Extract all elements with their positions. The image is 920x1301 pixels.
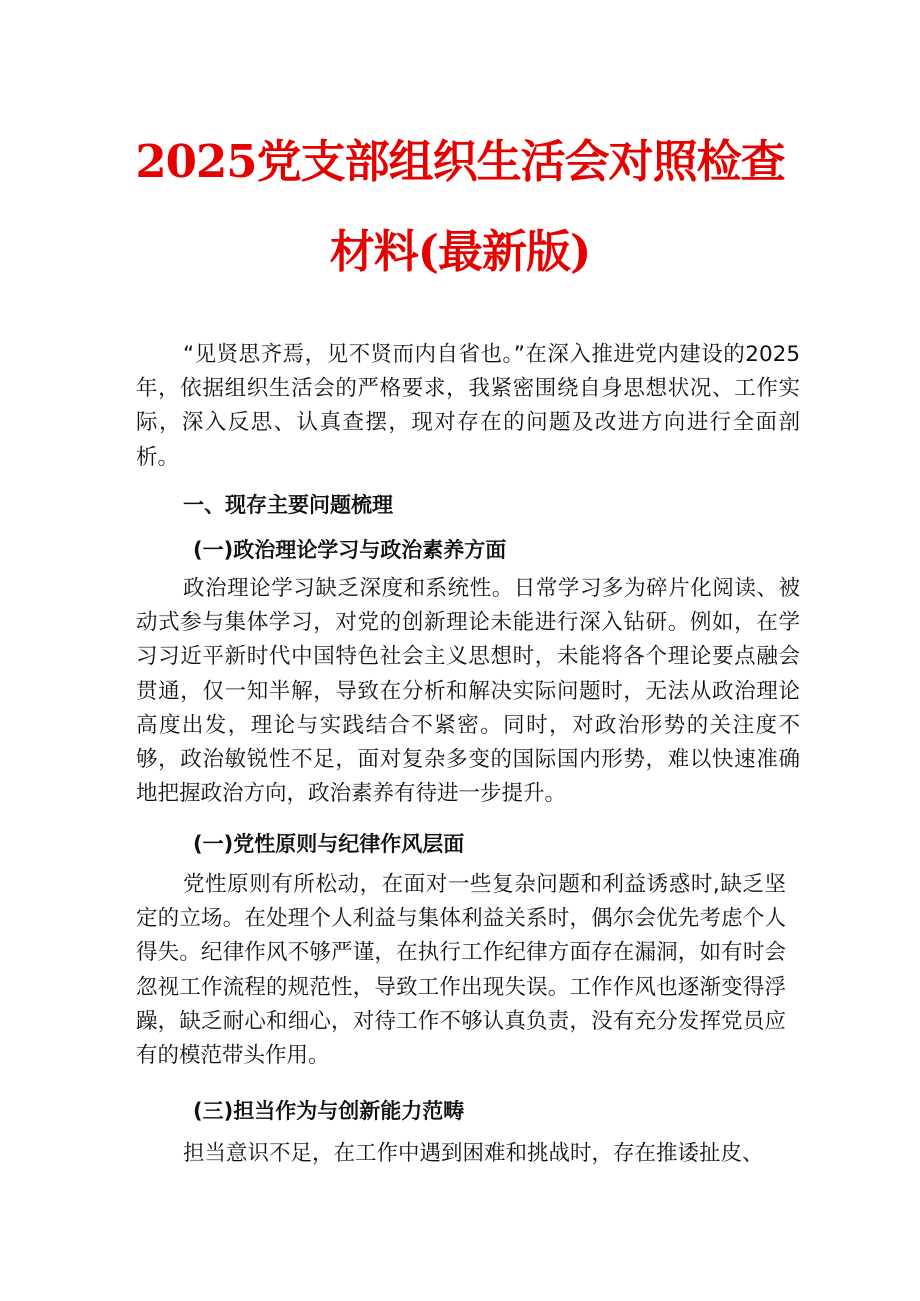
subsection-body-2: 党性原则有所松动，在面对一些复杂问题和利益诱惑时,缺乏坚定的立场。在处理个人利益与集体利益关系时，偶尔会优先考虑个人得失。纪律作风不够严谨，在执行工作纪律方面存在漏洞，如有时会忽视工作流程的规范性，导致工作出现失误。工作作风也逐渐变得浮躁，缺乏耐心和细心，对待工作不够认真负责，没有充分发挥党员应有的模范带头作用。 (136, 872, 786, 1069)
subsection-body-3-block (136, 1137, 806, 1171)
subsection-body-1: 政治理论学习缺乏深度和系统性。日常学习多为碎片化阅读、被动式参与集体学习，对党的创新理论未能进行深入钻研。例如，在学习习近平新时代中国特色社会主义思想时，未能将各个理论要点融会贯通，仅一知半解，导致在分析和解决实际问题时，无法从政治理论高度出发，理论与实践结合不紧密。同时，对政治形势的关注度不够，政治敏锐性不足，面对复杂多变的国际国内形势，难以快速准确地把握政治方向，政治素养有待进一步提升。 (136, 576, 800, 807)
section-heading: 一、现存主要问题梳理 (183, 493, 393, 517)
document-title-line-2: 材料(最新版) (329, 225, 591, 278)
subsection-body-3: 担当意识不足，在工作中遇到困难和挑战时，存在推诿扯皮、 (183, 1141, 764, 1166)
subsection-body-2-block (136, 868, 786, 1073)
intro-paragraph: “见贤思齐焉，见不贤而内自省也。”在深入推进党内建设的2025年，依据组织生活会的严格要求，我紧密围绕自身思想状况、工作实际，深入反思、认真查摆，现对存在的问题及改进方向进行全面剖析。 (136, 342, 800, 470)
subsection-heading-2: (一)党性原则与纪律作风层面 (193, 832, 465, 856)
document-title-line-1: 2025党支部组织生活会对照检查 (135, 135, 785, 188)
subsection-heading-3: (三)担当作为与创新能力范畴 (193, 1099, 465, 1123)
subsection-body-1-block (136, 572, 800, 811)
intro-paragraph-block (136, 338, 800, 475)
subsection-heading-1: (一)政治理论学习与政治素养方面 (193, 538, 507, 562)
